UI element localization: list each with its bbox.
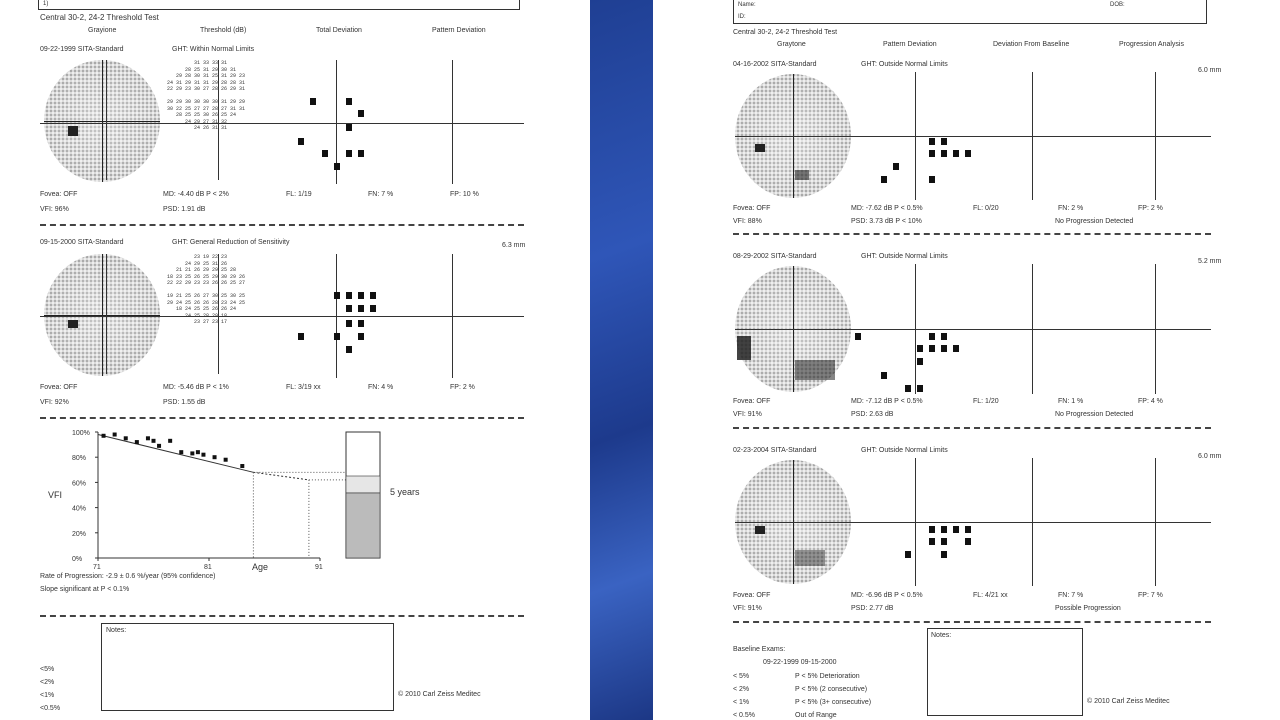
examB-pupil: 5.2 mm: [1198, 258, 1222, 265]
column-header-threshold: Threshold (dB): [200, 27, 247, 34]
vfi-y-tick-label: 100%: [72, 430, 90, 437]
vfi-projection-bar-hatched: [346, 493, 380, 558]
vfi-data-point: [157, 444, 161, 448]
examB-fp: FP: 4 %: [1138, 398, 1163, 405]
vfi-data-point: [124, 436, 128, 440]
exam2-ght: GHT: General Reduction of Sensitivity: [172, 239, 290, 246]
vfi-data-point: [102, 434, 106, 438]
exam2-fp: FP: 2 %: [450, 384, 475, 391]
legend-05: <0.5%: [40, 705, 61, 712]
vfi-x-tick-label: 71: [93, 564, 101, 571]
examC-vfi: VFI: 91%: [733, 605, 762, 612]
examA-fp: FP: 2 %: [1138, 205, 1163, 212]
left-copyright: © 2010 Carl Zeiss Meditec: [398, 691, 481, 698]
rate-of-progression: Rate of Progression: -2.9 ± 0.6 %/year (95% confidence): [40, 573, 216, 580]
vfi-data-point: [213, 455, 217, 459]
vfi-data-point: [135, 440, 139, 444]
exam1-fp: FP: 10 %: [450, 191, 479, 198]
vfi-data-point: [146, 436, 150, 440]
examB-fn: FN: 1 %: [1058, 398, 1084, 405]
exam1-ght: GHT: Within Normal Limits: [172, 46, 255, 53]
examC-md: MD: -6.96 dB P < 0.5%: [851, 592, 923, 599]
right-legend-5: < 5%: [733, 673, 750, 680]
notes-label: Notes:: [106, 627, 127, 634]
legend-deterioration: P < 5% Deterioration: [795, 673, 860, 680]
vfi-y-tick-label: 40%: [72, 505, 87, 513]
examC-fl: FL: 4/21 xx: [973, 592, 1008, 599]
vfi-projection-bar-dotted: [346, 476, 380, 493]
legend-out-of-range: Out of Range: [795, 712, 837, 719]
examC-result: Possible Progression: [1055, 605, 1121, 612]
examB-result: No Progression Detected: [1055, 411, 1134, 418]
legend-5: <5%: [40, 666, 55, 673]
right-legend-2: < 2%: [733, 686, 750, 693]
right-report-page: [653, 0, 1280, 720]
patient-info-box: [38, 0, 520, 10]
patient-header-box: [733, 0, 1207, 24]
exam2-fovea: Fovea: OFF: [40, 384, 78, 391]
right-test-name: Central 30-2, 24-2 Threshold Test: [733, 29, 838, 36]
right-legend-05: < 0.5%: [733, 712, 755, 719]
right-notes-box[interactable]: [927, 628, 1083, 716]
vfi-data-point: [240, 464, 244, 468]
name-label: Name:: [738, 2, 756, 8]
right-copyright: © 2010 Carl Zeiss Meditec: [1087, 698, 1170, 705]
examB-psd: PSD: 2.63 dB: [851, 411, 894, 418]
right-column-graytone: Graytone: [777, 41, 806, 48]
legend-2: <2%: [40, 679, 55, 686]
examA-vfi: VFI: 88%: [733, 218, 762, 225]
exam1-fn: FN: 7 %: [368, 191, 394, 198]
exam1-vfi: VFI: 96%: [40, 206, 69, 213]
blue-background-band: [590, 0, 653, 720]
exam2-psd: PSD: 1.55 dB: [163, 399, 206, 406]
vfi-y-tick-label: 0%: [72, 556, 83, 563]
examA-result: No Progression Detected: [1055, 218, 1134, 225]
exam1-graytone-plot: [44, 60, 160, 182]
right-column-progression: Progression Analysis: [1119, 41, 1184, 48]
examB-date: 08-29-2002 SITA-Standard: [733, 253, 817, 260]
vfi-y-tick-label: 80%: [72, 455, 87, 463]
examC-date: 02-23-2004 SITA-Standard: [733, 447, 817, 454]
exam2-md: MD: -5.46 dB P < 1%: [163, 384, 229, 391]
examB-md: MD: -7.12 dB P < 0.5%: [851, 398, 923, 405]
vfi-y-tick-label: 60%: [72, 480, 87, 488]
baseline-label: Baseline Exams:: [733, 646, 786, 653]
vfi-progression-chart: [40, 424, 460, 574]
examC-fn: FN: 7 %: [1058, 592, 1084, 599]
vfi-y-tick-label: 20%: [72, 530, 87, 538]
examA-md: MD: -7.62 dB P < 0.5%: [851, 205, 923, 212]
top-id: 1): [43, 1, 49, 7]
vfi-projection-line: [253, 472, 309, 480]
examA-fl: FL: 0/20: [973, 205, 999, 212]
examC-pupil: 6.0 mm: [1198, 453, 1222, 460]
vfi-data-point: [196, 450, 200, 454]
examC-ght: GHT: Outside Normal Limits: [861, 447, 948, 454]
examB-ght: GHT: Outside Normal Limits: [861, 253, 948, 260]
vfi-x-tick-label: 81: [204, 564, 212, 571]
vfi-data-point: [113, 433, 117, 437]
legend-3-consecutive: P < 5% (3+ consecutive): [795, 699, 872, 706]
examA-fn: FN: 2 %: [1058, 205, 1084, 212]
examB-fovea: Fovea: OFF: [733, 398, 771, 405]
vfi-data-point: [201, 453, 205, 457]
vfi-data-point: [224, 458, 228, 462]
exam1-date: 09-22-1999 SITA-Standard: [40, 46, 124, 53]
vfi-axis-label: VFI: [48, 490, 63, 500]
vfi-bar-label: 5 years: [390, 487, 420, 497]
exam2-pupil: 6.3 mm: [502, 242, 526, 249]
exam1-fovea: Fovea: OFF: [40, 191, 78, 198]
vfi-data-point: [152, 439, 156, 443]
column-header-pattern-deviation: Pattern Deviation: [432, 27, 486, 34]
legend-1: <1%: [40, 692, 55, 699]
exam1-psd: PSD: 1.91 dB: [163, 206, 206, 213]
examC-fp: FP: 7 %: [1138, 592, 1163, 599]
exam2-threshold-grid: 23 19 22 23 24 29 25 31 26 21 21 26 29 29 25 28 18 23 25 26 25 29 30 29 26 22 22 29 23 23 26 26 25 27 19 21 25 26 27 30 25 30 25 29 24 25 26 26 28 23 24 25 18 24 25 25 26 26 24 24 25 28 29 18 23 27 23 17: [167, 254, 246, 325]
exam1-fl: FL: 1/19: [286, 191, 312, 198]
vfi-data-point: [190, 451, 194, 455]
dob-label: DOB:: [1110, 2, 1125, 8]
examB-fl: FL: 1/20: [973, 398, 999, 405]
baseline-dates: 09-22-1999 09-15-2000: [763, 659, 837, 666]
examA-fovea: Fovea: OFF: [733, 205, 771, 212]
slope-significance: Slope significant at P < 0.1%: [40, 586, 130, 593]
vfi-x-tick-label: 91: [315, 564, 323, 571]
exam1-threshold-grid: 31 33 33 31 28 25 31 29 30 31 29 28 30 31 25 31 29 23 24 31 29 31 31 29 28 28 31 22 29 23 30 27 28 26 29 31 29 29 30 30 30 30 31 29 29 30 22 25 27 27 28 27 31 31 28 25 25 30 26 25 24 24 29 27 31 32 24 26 31 31: [167, 60, 246, 131]
column-header-graytone: Grayione: [88, 27, 117, 34]
legend-2-consecutive: P < 5% (2 consecutive): [795, 686, 868, 693]
exam2-fn: FN: 4 %: [368, 384, 394, 391]
exam1-md: MD: -4.40 dB P < 2%: [163, 191, 229, 198]
exam2-fl: FL: 3/19 xx: [286, 384, 321, 391]
id-label: ID:: [738, 14, 746, 20]
vfi-data-point: [168, 439, 172, 443]
column-header-total-deviation: Total Deviation: [316, 27, 362, 34]
right-column-deviation-baseline: Deviation From Baseline: [993, 41, 1070, 48]
right-legend-1: < 1%: [733, 699, 750, 706]
exam2-date: 09-15-2000 SITA-Standard: [40, 239, 124, 246]
examA-pupil: 6.0 mm: [1198, 67, 1222, 74]
examB-vfi: VFI: 91%: [733, 411, 762, 418]
examC-psd: PSD: 2.77 dB: [851, 605, 894, 612]
age-axis-label: Age: [252, 562, 269, 572]
examA-psd: PSD: 3.73 dB P < 10%: [851, 218, 922, 225]
exam2-graytone-plot: [44, 254, 160, 376]
left-report-page: [0, 0, 590, 720]
examC-fovea: Fovea: OFF: [733, 592, 771, 599]
examA-date: 04-16-2002 SITA-Standard: [733, 61, 817, 68]
vfi-data-point: [179, 450, 183, 454]
notes-box[interactable]: [101, 623, 394, 711]
exam2-vfi: VFI: 92%: [40, 399, 69, 406]
examA-ght: GHT: Outside Normal Limits: [861, 61, 948, 68]
vfi-trend-line: [98, 435, 253, 473]
right-notes-label: Notes:: [931, 632, 952, 639]
test-name: Central 30-2, 24-2 Threshold Test: [40, 13, 159, 22]
right-column-pattern-deviation: Pattern Deviation: [883, 41, 937, 48]
